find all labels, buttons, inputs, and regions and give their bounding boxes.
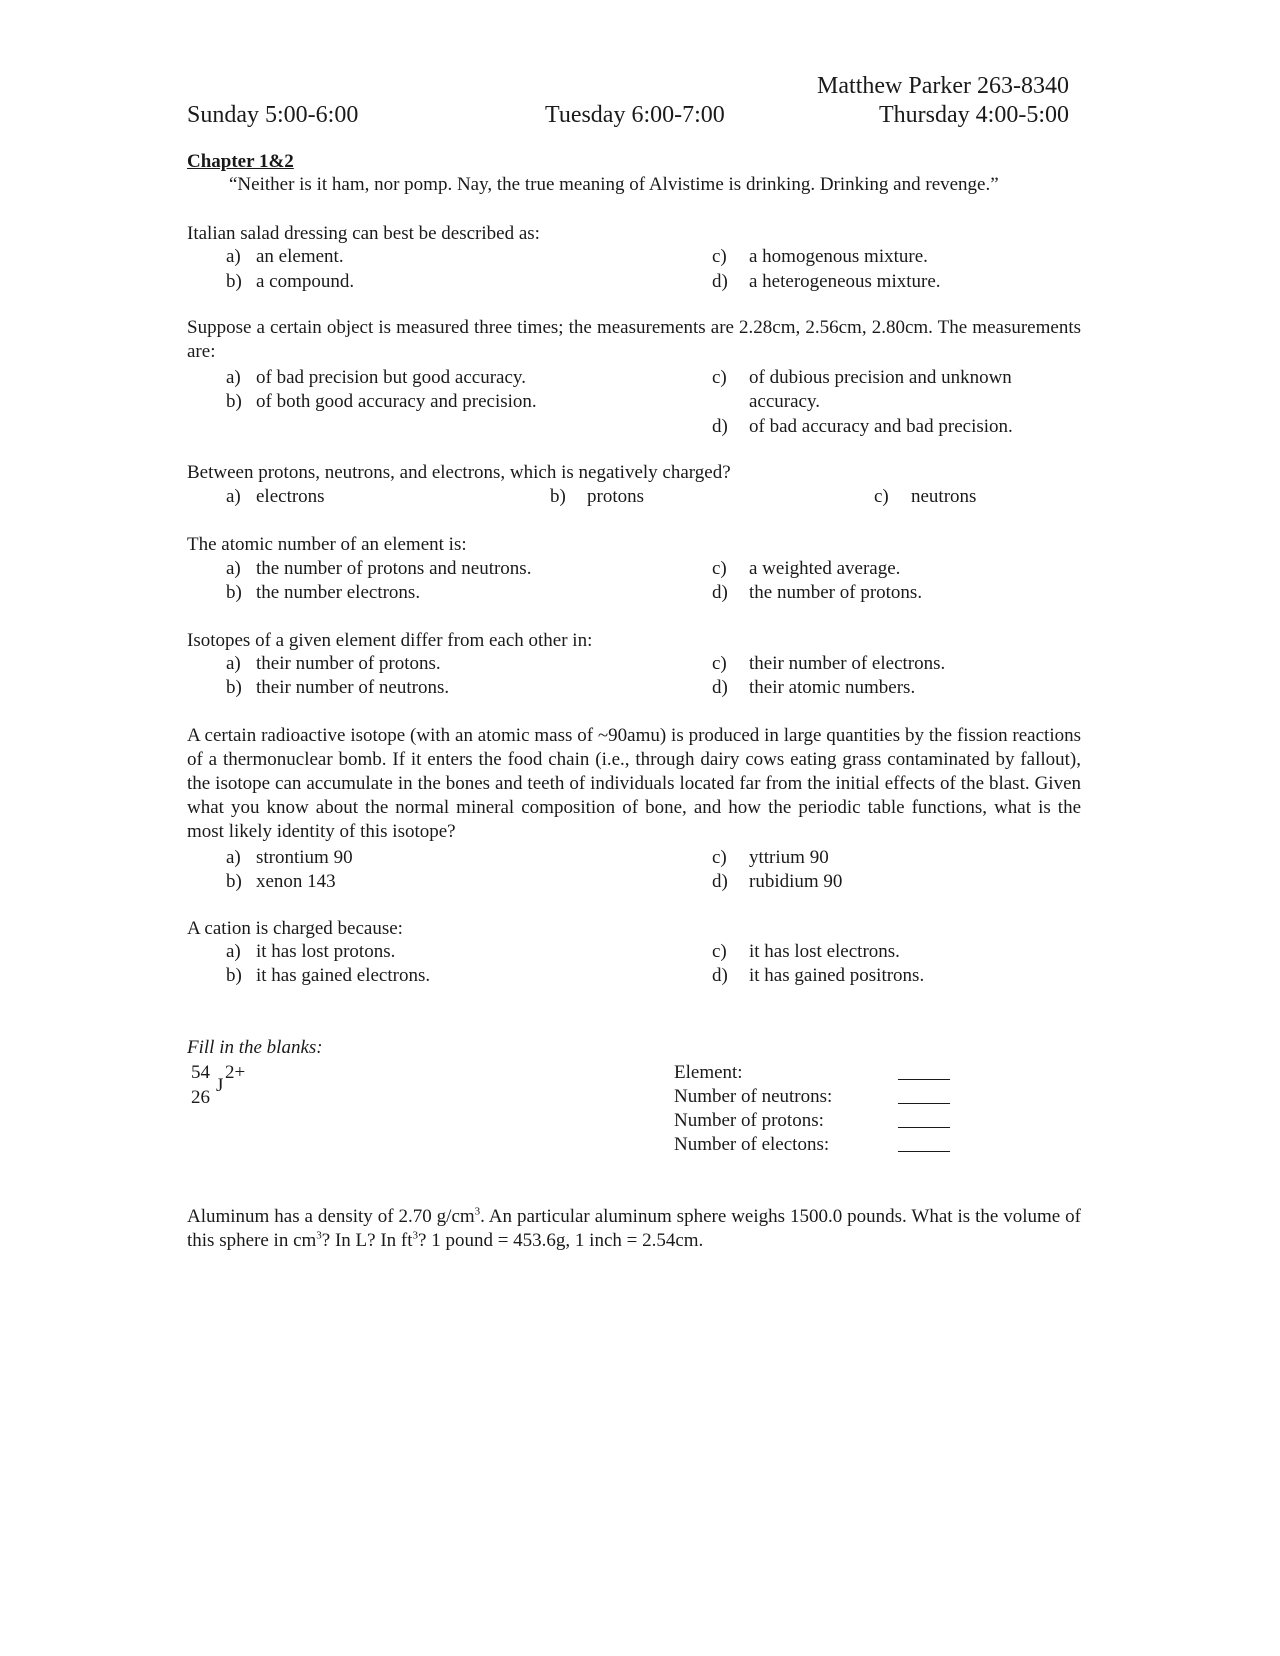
- blank-electrons[interactable]: [898, 1133, 950, 1159]
- q3-option-c: c) neutrons: [874, 486, 977, 507]
- q3-option-a: a) electrons: [226, 486, 325, 507]
- q7-option-c: c) it has lost electrons.: [712, 941, 900, 962]
- blank-element[interactable]: [898, 1061, 950, 1087]
- q5-option-d: d) their atomic numbers.: [712, 677, 916, 698]
- session-sunday: Sunday 5:00-6:00: [187, 102, 359, 128]
- fill-row-neutrons: Number of neutrons:: [674, 1086, 833, 1107]
- fill-row-element: Element:: [674, 1062, 743, 1083]
- chapter-title: Chapter 1&2: [187, 151, 294, 172]
- nuclide-atomic-number: 26: [191, 1087, 210, 1108]
- nuclide-symbol: J: [216, 1075, 224, 1096]
- q1-option-c: c) a homogenous mixture.: [712, 246, 928, 267]
- blank-neutrons[interactable]: [898, 1085, 950, 1111]
- fill-heading: Fill in the blanks:: [187, 1037, 323, 1058]
- nuclide-mass-number: 54: [191, 1062, 210, 1083]
- q2-option-c-cont: accuracy.: [749, 391, 821, 412]
- session-thursday: Thursday 4:00-5:00: [879, 102, 1069, 128]
- q2-question: Suppose a certain object is measured three times; the measurements are 2.28cm, 2.56cm, 2.80cm. The measurements are:: [187, 317, 1081, 362]
- q2-option-a: a) of bad precision but good accuracy.: [226, 367, 526, 388]
- chapter-quote: “Neither is it ham, nor pomp. Nay, the true meaning of Alvistime is drinking. Drinking and revenge.”: [229, 174, 999, 195]
- q2-option-d: d) of bad accuracy and bad precision.: [712, 416, 1013, 437]
- q4-option-d: d) the number of protons.: [712, 582, 923, 603]
- fill-row-electrons: Number of electons:: [674, 1134, 830, 1155]
- q5-option-a: a) their number of protons.: [226, 653, 441, 674]
- q1-question: Italian salad dressing can best be described as:: [187, 223, 540, 244]
- q3-option-b: b) protons: [550, 486, 644, 507]
- fill-row-protons: Number of protons:: [674, 1110, 824, 1131]
- q3-question: Between protons, neutrons, and electrons, which is negatively charged?: [187, 462, 731, 483]
- q6-option-c: c) yttrium 90: [712, 847, 829, 868]
- q6-option-a: a) strontium 90: [226, 847, 353, 868]
- q4-option-b: b) the number electrons.: [226, 582, 421, 603]
- q2-option-b: b) of both good accuracy and precision.: [226, 391, 537, 412]
- session-tuesday: Tuesday 6:00-7:00: [545, 102, 725, 128]
- q4-option-c: c) a weighted average.: [712, 558, 901, 579]
- q7-option-b: b) it has gained electrons.: [226, 965, 431, 986]
- q6-question: A certain radioactive isotope (with an atomic mass of ~90amu) is produced in large quantities by the fission reactions of a thermonuclear bomb. If it enters the food chain (i.e., through dairy cows eating grass contaminated by fallout), the isotope can accumulate in the bones and teeth of individuals located far from the initial effects of the blast. Given what you know about the normal mineral composition of bone, and how the periodic table functions, what is the most likely identity of this isotope?: [187, 725, 1081, 842]
- q2-option-c: c) of dubious precision and unknown: [712, 367, 1012, 388]
- q4-question: The atomic number of an element is:: [187, 534, 467, 555]
- q5-option-c: c) their number of electrons.: [712, 653, 946, 674]
- q6-option-d: d) rubidium 90: [712, 871, 843, 892]
- q7-option-d: d) it has gained positrons.: [712, 965, 925, 986]
- q8-question: Aluminum has a density of 2.70 $g/cm^3$. An particular aluminum sphere weighs 1500.0 pounds. What is the volume of this sphere in $cm^3$? In L? In $ft^3$? 1 pound = 453.6g, 1 inch = 2.54cm.: [187, 1205, 1081, 1251]
- blank-protons[interactable]: [898, 1109, 950, 1135]
- tutor-name-phone: Matthew Parker 263-8340: [817, 73, 1069, 99]
- q1-option-b: b) a compound.: [226, 271, 355, 292]
- q5-option-b: b) their number of neutrons.: [226, 677, 450, 698]
- q5-question: Isotopes of a given element differ from each other in:: [187, 630, 593, 651]
- q1-option-d: d) a heterogeneous mixture.: [712, 271, 941, 292]
- q6-option-b: b) xenon 143: [226, 871, 336, 892]
- nuclide-charge: 2+: [225, 1062, 246, 1083]
- q1-option-a: a) an element.: [226, 246, 344, 267]
- q7-question: A cation is charged because:: [187, 918, 403, 939]
- q4-option-a: a) the number of protons and neutrons.: [226, 558, 532, 579]
- q7-option-a: a) it has lost protons.: [226, 941, 396, 962]
